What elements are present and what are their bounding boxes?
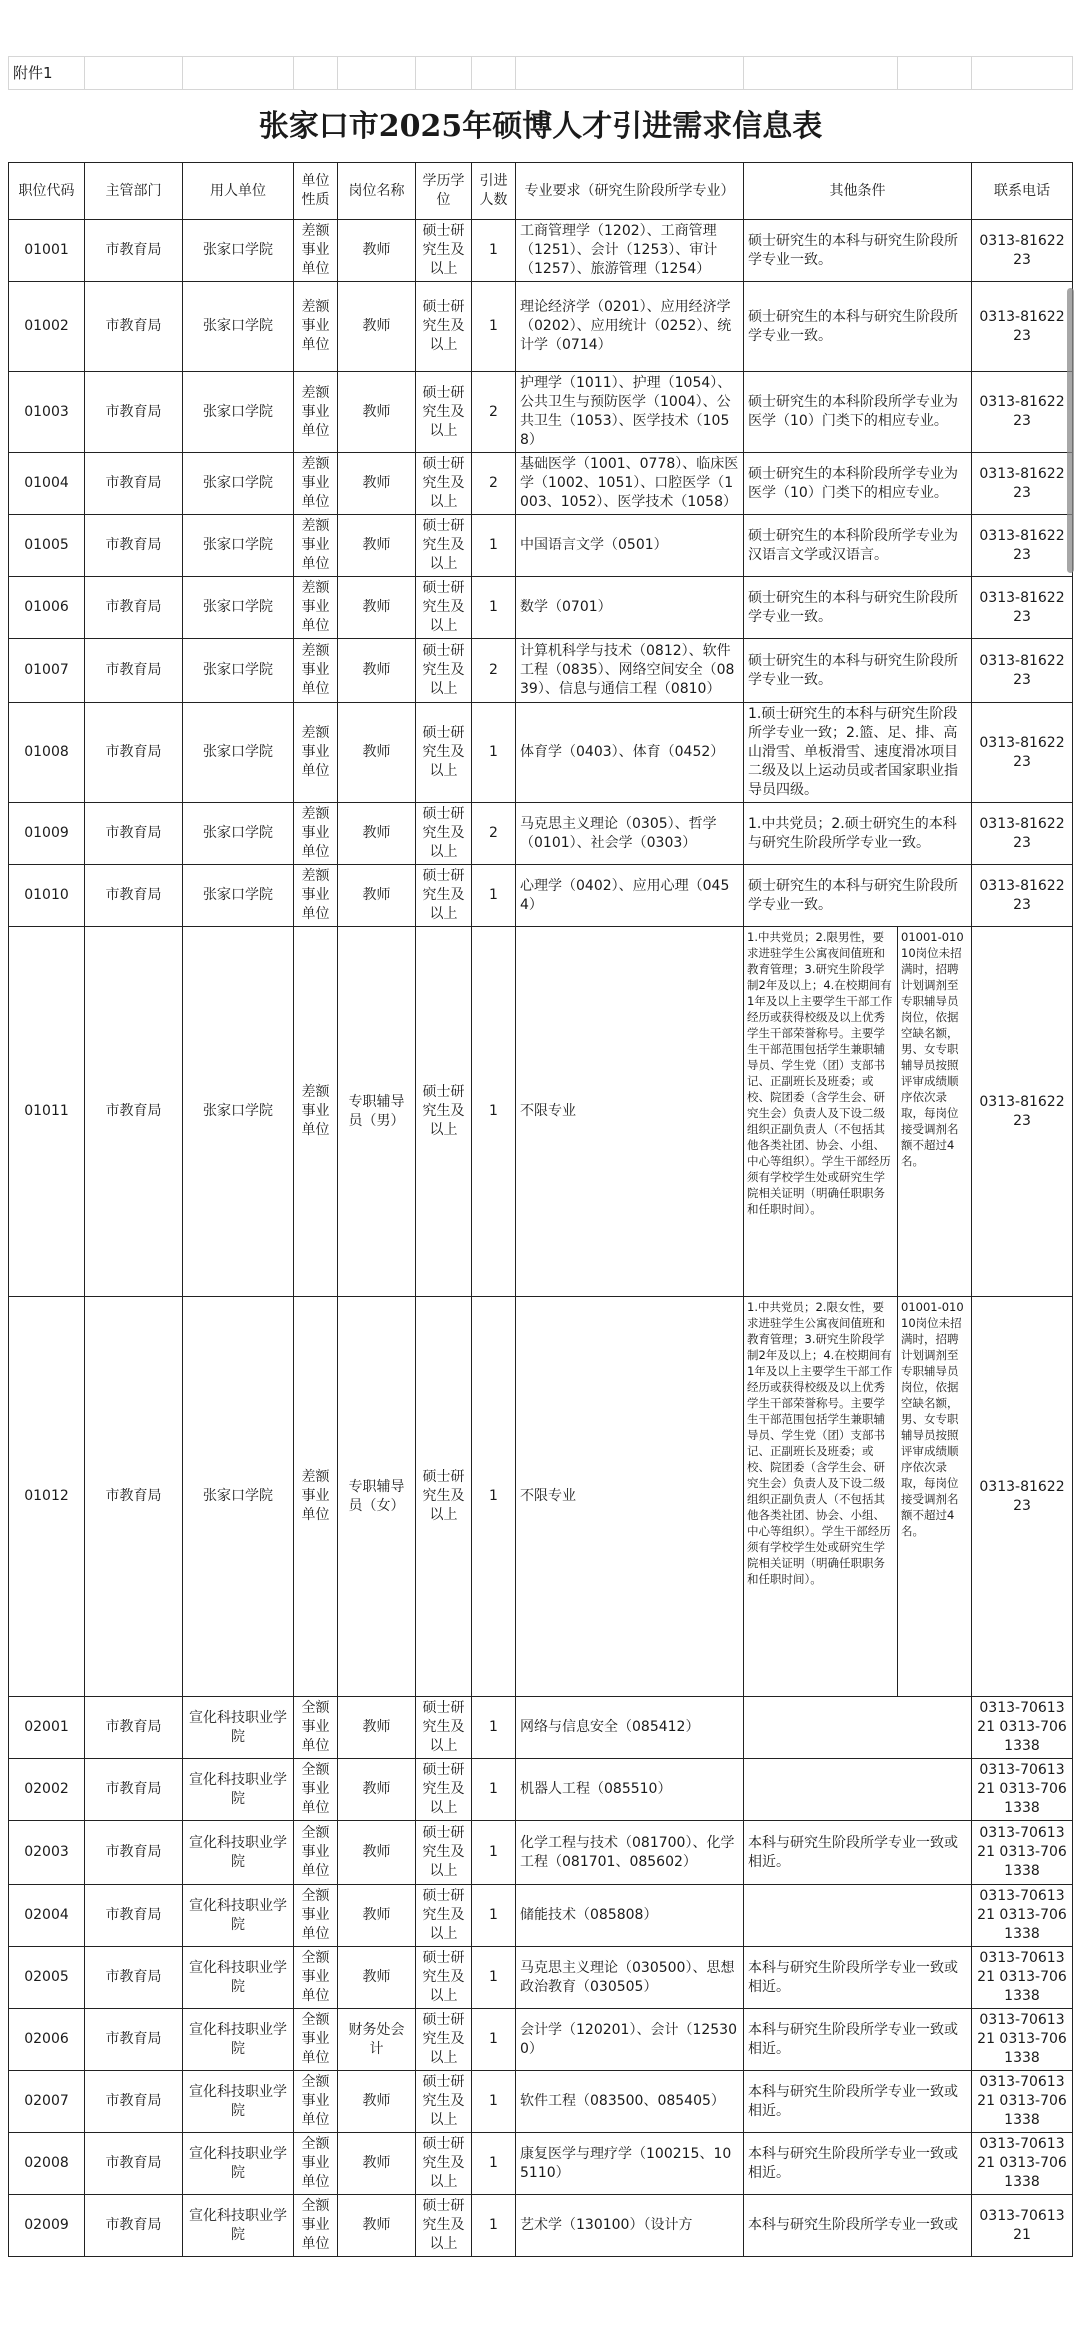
headcount: 2 <box>472 453 516 515</box>
major-requirement: 工商管理学（1202）、工商管理（1251）、会计（1253）、审计（1257）、旅游管理（1254） <box>516 220 744 282</box>
unit-nature: 全额事业单位 <box>294 1885 338 1947</box>
job-code: 02002 <box>9 1759 85 1821</box>
job-code: 01008 <box>9 703 85 803</box>
table-row <box>9 515 1073 577</box>
unit-nature: 差额事业单位 <box>294 577 338 639</box>
headcount: 1 <box>472 515 516 577</box>
unit-nature: 全额事业单位 <box>294 2009 338 2071</box>
contact-phone: 0313-7061321 0313-7061338 <box>972 2133 1073 2195</box>
education: 硕士研究生及以上 <box>416 803 472 865</box>
department: 市教育局 <box>85 1821 183 1885</box>
table-row <box>9 372 1073 453</box>
other-conditions <box>744 1759 972 1821</box>
job-code: 01011 <box>9 927 85 1297</box>
contact-phone: 0313-7061321 0313-7061338 <box>972 1821 1073 1885</box>
header-edu: 学历学位 <box>416 163 472 220</box>
headcount: 2 <box>472 639 516 703</box>
other-conditions: 1.中共党员；2.硕士研究生的本科与研究生阶段所学专业一致。 <box>744 803 972 865</box>
table-row <box>9 2009 1073 2071</box>
table-row <box>9 577 1073 639</box>
department: 市教育局 <box>85 703 183 803</box>
department: 市教育局 <box>85 515 183 577</box>
education: 硕士研究生及以上 <box>416 1947 472 2009</box>
headcount: 1 <box>472 1759 516 1821</box>
post-name: 教师 <box>338 282 416 372</box>
adjustment-note: 01001-01010岗位未招满时，招聘计划调剂至专职辅导员岗位，依据空缺名额，男、女专职辅导员按照评审成绩顺序依次录取，每岗位接受调剂名额不超过4名。 <box>898 1297 972 1697</box>
major-requirement: 软件工程（083500、085405） <box>516 2071 744 2133</box>
department: 市教育局 <box>85 2195 183 2257</box>
employer: 张家口学院 <box>183 220 294 282</box>
other-conditions: 1.硕士研究生的本科与研究生阶段所学专业一致；2.篮、足、排、高山滑雪、单板滑雪、速度滑冰项目二级及以上运动员或者国家职业指导员四级。 <box>744 703 972 803</box>
department: 市教育局 <box>85 282 183 372</box>
contact-phone: 0313-8162223 <box>972 803 1073 865</box>
table-row <box>9 1947 1073 2009</box>
education: 硕士研究生及以上 <box>416 372 472 453</box>
major-requirement: 不限专业 <box>516 1297 744 1697</box>
table-row <box>9 639 1073 703</box>
department: 市教育局 <box>85 1697 183 1759</box>
page-title: 张家口市2025年硕博人才引进需求信息表 <box>9 90 1073 163</box>
post-name: 专职辅导员（男） <box>338 927 416 1297</box>
education: 硕士研究生及以上 <box>416 1821 472 1885</box>
post-name: 教师 <box>338 1759 416 1821</box>
contact-phone: 0313-8162223 <box>972 1297 1073 1697</box>
post-name: 教师 <box>338 220 416 282</box>
header-post: 岗位名称 <box>338 163 416 220</box>
major-requirement: 体育学（0403）、体育（0452） <box>516 703 744 803</box>
header-other: 其他条件 <box>744 163 972 220</box>
headcount: 1 <box>472 282 516 372</box>
education: 硕士研究生及以上 <box>416 639 472 703</box>
employer: 宣化科技职业学院 <box>183 2133 294 2195</box>
major-requirement: 网络与信息安全（085412） <box>516 1697 744 1759</box>
other-conditions: 本科与研究生阶段所学专业一致或 <box>744 2195 972 2257</box>
post-name: 教师 <box>338 803 416 865</box>
unit-nature: 差额事业单位 <box>294 372 338 453</box>
table-row <box>9 282 1073 372</box>
post-name: 教师 <box>338 372 416 453</box>
other-conditions: 硕士研究生的本科与研究生阶段所学专业一致。 <box>744 220 972 282</box>
unit-nature: 全额事业单位 <box>294 1697 338 1759</box>
post-name: 教师 <box>338 2071 416 2133</box>
headcount: 2 <box>472 372 516 453</box>
post-name: 教师 <box>338 1697 416 1759</box>
department: 市教育局 <box>85 220 183 282</box>
employer: 宣化科技职业学院 <box>183 1759 294 1821</box>
other-conditions: 硕士研究生的本科与研究生阶段所学专业一致。 <box>744 577 972 639</box>
header-major: 专业要求（研究生阶段所学专业） <box>516 163 744 220</box>
contact-phone: 0313-8162223 <box>972 220 1073 282</box>
education: 硕士研究生及以上 <box>416 2009 472 2071</box>
education: 硕士研究生及以上 <box>416 577 472 639</box>
contact-phone: 0313-7061321 <box>972 2195 1073 2257</box>
major-requirement: 化学工程与技术（081700）、化学工程（081701、085602） <box>516 1821 744 1885</box>
job-code: 01006 <box>9 577 85 639</box>
unit-nature: 全额事业单位 <box>294 1947 338 2009</box>
contact-phone: 0313-8162223 <box>972 639 1073 703</box>
headcount: 1 <box>472 577 516 639</box>
headcount: 1 <box>472 1297 516 1697</box>
education: 硕士研究生及以上 <box>416 1297 472 1697</box>
education: 硕士研究生及以上 <box>416 2071 472 2133</box>
table-row <box>9 865 1073 927</box>
major-requirement: 数学（0701） <box>516 577 744 639</box>
unit-nature: 差额事业单位 <box>294 282 338 372</box>
education: 硕士研究生及以上 <box>416 220 472 282</box>
major-requirement: 基础医学（1001、0778）、临床医学（1002、1051）、口腔医学（1003、1052）、医学技术（1058） <box>516 453 744 515</box>
major-requirement: 储能技术（085808） <box>516 1885 744 1947</box>
contact-phone: 0313-8162223 <box>972 865 1073 927</box>
headcount: 1 <box>472 2009 516 2071</box>
spreadsheet <box>8 56 1072 2257</box>
unit-nature: 全额事业单位 <box>294 2133 338 2195</box>
major-requirement: 护理学（1011）、护理（1054）、公共卫生与预防医学（1004）、公共卫生（1053）、医学技术（1058） <box>516 372 744 453</box>
post-name: 教师 <box>338 2133 416 2195</box>
contact-phone: 0313-7061321 0313-7061338 <box>972 2009 1073 2071</box>
major-requirement: 马克思主义理论（0305）、哲学（0101）、社会学（0303） <box>516 803 744 865</box>
table-row <box>9 2195 1073 2257</box>
contact-phone: 0313-8162223 <box>972 372 1073 453</box>
table-row <box>9 220 1073 282</box>
headcount: 1 <box>472 1821 516 1885</box>
job-code: 02007 <box>9 2071 85 2133</box>
unit-nature: 全额事业单位 <box>294 2195 338 2257</box>
job-code: 02005 <box>9 1947 85 2009</box>
post-name: 教师 <box>338 1821 416 1885</box>
job-code: 01004 <box>9 453 85 515</box>
other-conditions: 硕士研究生的本科阶段所学专业为汉语言文学或汉语言。 <box>744 515 972 577</box>
other-conditions: 本科与研究生阶段所学专业一致或相近。 <box>744 1821 972 1885</box>
employer: 张家口学院 <box>183 803 294 865</box>
department: 市教育局 <box>85 1947 183 2009</box>
other-conditions: 本科与研究生阶段所学专业一致或相近。 <box>744 2009 972 2071</box>
department: 市教育局 <box>85 372 183 453</box>
other-conditions: 本科与研究生阶段所学专业一致或相近。 <box>744 2133 972 2195</box>
job-code: 01012 <box>9 1297 85 1697</box>
department: 市教育局 <box>85 1297 183 1697</box>
headcount: 1 <box>472 703 516 803</box>
major-requirement: 不限专业 <box>516 927 744 1297</box>
education: 硕士研究生及以上 <box>416 1885 472 1947</box>
post-name: 教师 <box>338 515 416 577</box>
post-name: 教师 <box>338 865 416 927</box>
table-row <box>9 1821 1073 1885</box>
contact-phone: 0313-8162223 <box>972 453 1073 515</box>
job-code: 01002 <box>9 282 85 372</box>
department: 市教育局 <box>85 1885 183 1947</box>
education: 硕士研究生及以上 <box>416 865 472 927</box>
table-row <box>9 803 1073 865</box>
department: 市教育局 <box>85 453 183 515</box>
employer: 张家口学院 <box>183 927 294 1297</box>
job-code: 02003 <box>9 1821 85 1885</box>
department: 市教育局 <box>85 927 183 1297</box>
department: 市教育局 <box>85 2133 183 2195</box>
job-code: 02006 <box>9 2009 85 2071</box>
contact-phone: 0313-8162223 <box>972 927 1073 1297</box>
job-code: 02008 <box>9 2133 85 2195</box>
header-nature: 单位性质 <box>294 163 338 220</box>
department: 市教育局 <box>85 803 183 865</box>
post-name: 教师 <box>338 2195 416 2257</box>
employer: 张家口学院 <box>183 372 294 453</box>
unit-nature: 差额事业单位 <box>294 865 338 927</box>
other-conditions: 硕士研究生的本科与研究生阶段所学专业一致。 <box>744 282 972 372</box>
department: 市教育局 <box>85 639 183 703</box>
education: 硕士研究生及以上 <box>416 1697 472 1759</box>
employer: 宣化科技职业学院 <box>183 1821 294 1885</box>
header-phone: 联系电话 <box>972 163 1073 220</box>
employer: 张家口学院 <box>183 865 294 927</box>
post-name: 教师 <box>338 577 416 639</box>
header-code: 职位代码 <box>9 163 85 220</box>
other-conditions: 硕士研究生的本科与研究生阶段所学专业一致。 <box>744 865 972 927</box>
post-name: 专职辅导员（女） <box>338 1297 416 1697</box>
contact-phone: 0313-7061321 0313-7061338 <box>972 2071 1073 2133</box>
job-code: 01010 <box>9 865 85 927</box>
post-name: 教师 <box>338 639 416 703</box>
education: 硕士研究生及以上 <box>416 1759 472 1821</box>
department: 市教育局 <box>85 2071 183 2133</box>
employer: 张家口学院 <box>183 453 294 515</box>
header-unit: 用人单位 <box>183 163 294 220</box>
table-row <box>9 2133 1073 2195</box>
education: 硕士研究生及以上 <box>416 453 472 515</box>
employer: 张家口学院 <box>183 1297 294 1697</box>
employer: 宣化科技职业学院 <box>183 1885 294 1947</box>
other-conditions: 硕士研究生的本科阶段所学专业为医学（10）门类下的相应专业。 <box>744 372 972 453</box>
major-requirement: 理论经济学（0201）、应用经济学（0202）、应用统计（0252）、统计学（0714） <box>516 282 744 372</box>
education: 硕士研究生及以上 <box>416 703 472 803</box>
contact-phone: 0313-8162223 <box>972 515 1073 577</box>
major-requirement: 心理学（0402）、应用心理（0454） <box>516 865 744 927</box>
unit-nature: 全额事业单位 <box>294 2071 338 2133</box>
unit-nature: 差额事业单位 <box>294 927 338 1297</box>
contact-phone: 0313-8162223 <box>972 282 1073 372</box>
table-row <box>9 1697 1073 1759</box>
other-conditions: 硕士研究生的本科阶段所学专业为医学（10）门类下的相应专业。 <box>744 453 972 515</box>
table-row <box>9 927 1073 1297</box>
other-conditions: 本科与研究生阶段所学专业一致或相近。 <box>744 1947 972 2009</box>
attachment-label: 附件1 <box>9 57 85 90</box>
job-code: 01001 <box>9 220 85 282</box>
post-name: 教师 <box>338 453 416 515</box>
job-code: 02001 <box>9 1697 85 1759</box>
unit-nature: 差额事业单位 <box>294 515 338 577</box>
education: 硕士研究生及以上 <box>416 515 472 577</box>
vertical-scrollbar[interactable] <box>1067 288 1074 573</box>
employer: 张家口学院 <box>183 515 294 577</box>
table-row <box>9 453 1073 515</box>
headcount: 2 <box>472 803 516 865</box>
contact-phone: 0313-8162223 <box>972 703 1073 803</box>
job-code: 01009 <box>9 803 85 865</box>
other-conditions <box>744 1885 972 1947</box>
employer: 张家口学院 <box>183 703 294 803</box>
unit-nature: 差额事业单位 <box>294 639 338 703</box>
header-dept: 主管部门 <box>85 163 183 220</box>
education: 硕士研究生及以上 <box>416 282 472 372</box>
headcount: 1 <box>472 220 516 282</box>
table-row <box>9 703 1073 803</box>
major-requirement: 会计学（120201）、会计（125300） <box>516 2009 744 2071</box>
post-name: 财务处会计 <box>338 2009 416 2071</box>
table-row <box>9 2071 1073 2133</box>
unit-nature: 差额事业单位 <box>294 703 338 803</box>
other-conditions: 本科与研究生阶段所学专业一致或相近。 <box>744 2071 972 2133</box>
unit-nature: 差额事业单位 <box>294 453 338 515</box>
header-count: 引进人数 <box>472 163 516 220</box>
education: 硕士研究生及以上 <box>416 927 472 1297</box>
attachment-row <box>9 57 1073 90</box>
contact-phone: 0313-7061321 0313-7061338 <box>972 1697 1073 1759</box>
department: 市教育局 <box>85 2009 183 2071</box>
other-conditions: 1.中共党员；2.限女性，要求进驻学生公寓夜间值班和教育管理；3.研究生阶段学制2年及以上；4.在校期间有1年及以上主要学生干部工作经历或获得校级及以上优秀学生干部荣誉称号。主要学生干部范围包括学生兼职辅导员、学生党（团）支部书记、正副班长及班委；或校、院团委（含学生会、研究生会）负责人及下设二级组织正副负责人（不包括其他各类社团、协会、小组、中心等组织）。学生干部经历须有学校学生处或研究生学院相关证明（明确任职职务和任职时间）。 <box>744 1297 898 1697</box>
headcount: 1 <box>472 865 516 927</box>
department: 市教育局 <box>85 865 183 927</box>
unit-nature: 差额事业单位 <box>294 1297 338 1697</box>
headcount: 1 <box>472 1885 516 1947</box>
employer: 宣化科技职业学院 <box>183 2195 294 2257</box>
job-code: 01003 <box>9 372 85 453</box>
unit-nature: 全额事业单位 <box>294 1759 338 1821</box>
other-conditions: 1.中共党员；2.限男性，要求进驻学生公寓夜间值班和教育管理；3.研究生阶段学制2年及以上；4.在校期间有1年及以上主要学生干部工作经历或获得校级及以上优秀学生干部荣誉称号。主要学生干部范围包括学生兼职辅导员、学生党（团）支部书记、正副班长及班委；或校、院团委（含学生会、研究生会）负责人及下设二级组织正副负责人（不包括其他各类社团、协会、小组、中心等组织）。学生干部经历须有学校学生处或研究生学院相关证明（明确任职职务和任职时间）。 <box>744 927 898 1297</box>
job-code: 02004 <box>9 1885 85 1947</box>
post-name: 教师 <box>338 1885 416 1947</box>
employer: 宣化科技职业学院 <box>183 2071 294 2133</box>
headcount: 1 <box>472 1697 516 1759</box>
unit-nature: 全额事业单位 <box>294 1821 338 1885</box>
job-code: 01007 <box>9 639 85 703</box>
major-requirement: 中国语言文学（0501） <box>516 515 744 577</box>
post-name: 教师 <box>338 1947 416 2009</box>
title-row <box>9 90 1073 163</box>
employer: 张家口学院 <box>183 639 294 703</box>
contact-phone: 0313-7061321 0313-7061338 <box>972 1885 1073 1947</box>
headcount: 1 <box>472 2071 516 2133</box>
employer: 宣化科技职业学院 <box>183 1697 294 1759</box>
job-code: 01005 <box>9 515 85 577</box>
contact-phone: 0313-8162223 <box>972 577 1073 639</box>
adjustment-note: 01001-01010岗位未招满时，招聘计划调剂至专职辅导员岗位，依据空缺名额，男、女专职辅导员按照评审成绩顺序依次录取，每岗位接受调剂名额不超过4名。 <box>898 927 972 1297</box>
recruitment-table <box>8 56 1073 2257</box>
employer: 张家口学院 <box>183 577 294 639</box>
major-requirement: 计算机科学与技术（0812）、软件工程（0835）、网络空间安全（0839）、信息与通信工程（0810） <box>516 639 744 703</box>
table-row <box>9 1297 1073 1697</box>
employer: 宣化科技职业学院 <box>183 2009 294 2071</box>
table-row <box>9 1885 1073 1947</box>
employer: 张家口学院 <box>183 282 294 372</box>
major-requirement: 马克思主义理论（030500）、思想政治教育（030505） <box>516 1947 744 2009</box>
job-code: 02009 <box>9 2195 85 2257</box>
education: 硕士研究生及以上 <box>416 2195 472 2257</box>
header-row <box>9 163 1073 220</box>
other-conditions <box>744 1697 972 1759</box>
education: 硕士研究生及以上 <box>416 2133 472 2195</box>
unit-nature: 差额事业单位 <box>294 803 338 865</box>
unit-nature: 差额事业单位 <box>294 220 338 282</box>
table-row <box>9 1759 1073 1821</box>
headcount: 1 <box>472 2195 516 2257</box>
employer: 宣化科技职业学院 <box>183 1947 294 2009</box>
headcount: 1 <box>472 927 516 1297</box>
other-conditions: 硕士研究生的本科与研究生阶段所学专业一致。 <box>744 639 972 703</box>
major-requirement: 机器人工程（085510） <box>516 1759 744 1821</box>
post-name: 教师 <box>338 703 416 803</box>
department: 市教育局 <box>85 577 183 639</box>
major-requirement: 康复医学与理疗学（100215、105110） <box>516 2133 744 2195</box>
department: 市教育局 <box>85 1759 183 1821</box>
headcount: 1 <box>472 2133 516 2195</box>
contact-phone: 0313-7061321 0313-7061338 <box>972 1759 1073 1821</box>
headcount: 1 <box>472 1947 516 2009</box>
major-requirement: 艺术学（130100）（设计方 <box>516 2195 744 2257</box>
contact-phone: 0313-7061321 0313-7061338 <box>972 1947 1073 2009</box>
